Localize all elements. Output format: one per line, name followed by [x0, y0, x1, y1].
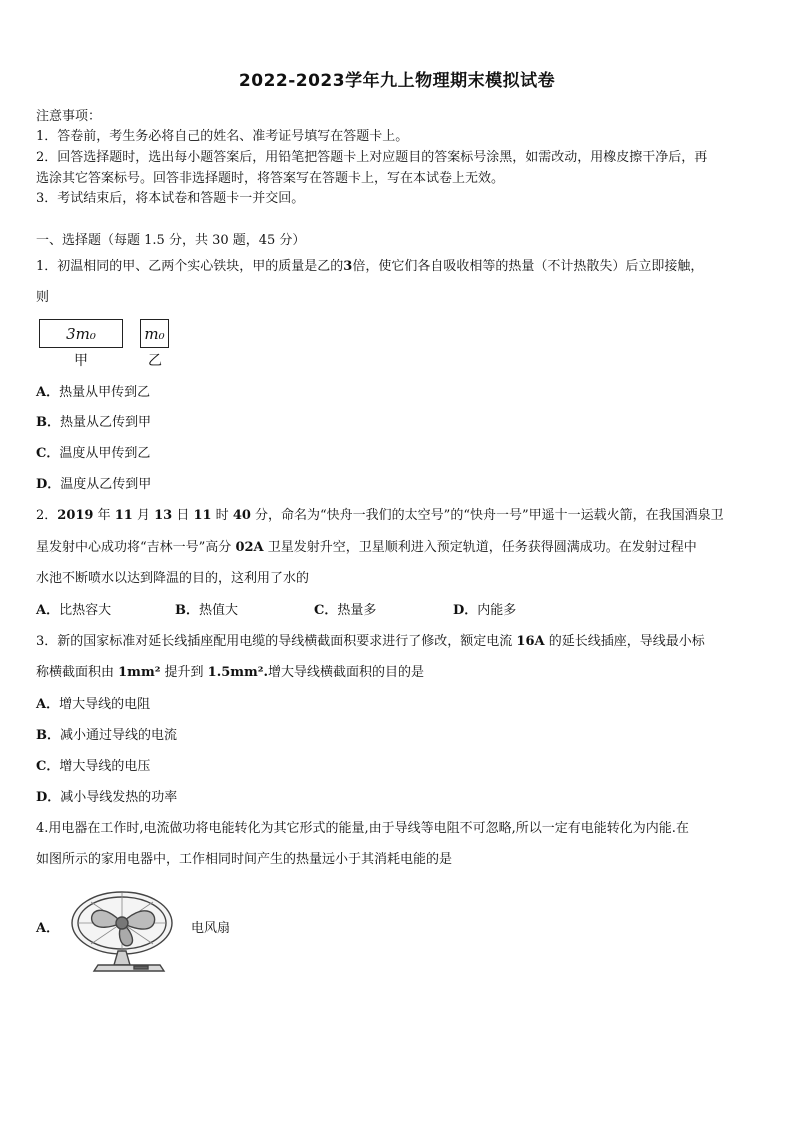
option-text: 增大导线的电阻: [59, 697, 151, 712]
option-label: C．: [36, 759, 60, 774]
q4-option-a-text: 电风扇: [191, 921, 231, 936]
q3-option-c: [36, 757, 766, 777]
q3-text: 称横截面积由: [36, 665, 119, 680]
question-2-line-3: 水池不断喷水以达到降温的目的，这利用了水的: [36, 571, 310, 586]
q1-text-post: 倍，使它们各自吸收相等的热量（不计热散失）后立即接触，: [352, 259, 704, 274]
q3-current: 16A: [516, 634, 545, 649]
option-text: 比热容大: [59, 603, 112, 618]
q2-option-c: [314, 601, 376, 621]
option-label: A．: [36, 697, 60, 712]
q2-text: 年: [93, 508, 115, 523]
q2-month: 11: [114, 508, 133, 523]
electric-fan-icon: [64, 885, 176, 975]
q2-minute: 40: [232, 508, 251, 523]
q3-text: 增大导线横截面积的目的是: [268, 665, 425, 680]
section-heading: 一、选择题（每题 1.5 分，共 30 题，45 分）: [36, 233, 306, 248]
option-text: 内能多: [477, 603, 517, 618]
question-1-line-1: [36, 257, 766, 277]
q2-option-a: [36, 601, 111, 621]
option-label: D．: [453, 603, 478, 618]
q1-multiple: 3: [343, 259, 353, 274]
option-text: 温度从甲传到乙: [59, 446, 151, 461]
option-text: 温度从乙传到甲: [60, 477, 152, 492]
page-title: 2022-2023学年九上物理期末模拟试卷: [238, 71, 556, 91]
q2-text: 日: [172, 508, 194, 523]
q1-option-c: [36, 444, 766, 464]
block-jia: 3m₀: [39, 319, 123, 348]
option-text: 热量多: [337, 603, 377, 618]
question-4-line-2: 如图所示的家用电器中，工作相同时间产生的热量远小于其消耗电能的是: [36, 852, 453, 867]
option-label: A．: [36, 603, 60, 618]
option-label: D．: [36, 477, 61, 492]
q2-satellite-code: 02A: [235, 540, 264, 555]
q3-text: 的延长线插座，导线最小标: [544, 634, 705, 649]
notice-heading: 注意事项：: [36, 109, 102, 124]
q3-option-d: [36, 788, 766, 808]
option-label: D．: [36, 790, 61, 805]
q2-text: 分，命名为“快舟一我们的太空号”的“快舟一号”甲遥十一运载火箭，在我国酒泉卫: [250, 508, 724, 523]
question-2-line-1: [36, 506, 766, 526]
q3-text: 3．新的国家标准对延长线插座配用电缆的导线横截面积要求进行了修改，额定电流: [36, 634, 517, 649]
notice-line-3: 选涂其它答案标号。回答非选择题时，将答案写在答题卡上，写在本试卷上无效。: [36, 171, 505, 186]
option-text: 热值大: [199, 603, 239, 618]
option-label: B．: [175, 603, 199, 618]
q2-text: 月: [132, 508, 155, 523]
caption-yi: 乙: [148, 353, 162, 369]
q1-option-b: [36, 413, 766, 433]
option-label: B．: [36, 728, 60, 743]
q2-year: 2019: [57, 508, 94, 523]
option-label: C．: [36, 446, 60, 461]
notice-line-2: 2．回答选择题时，选出每小题答案后，用铅笔把答题卡上对应题目的答案标号涂黑，如需改动，用橡皮擦干净后，再: [36, 150, 708, 165]
q3-option-a: [36, 695, 766, 715]
q2-day: 13: [154, 508, 173, 523]
question-3-line-1: [36, 632, 766, 652]
option-text: 减小导线发热的功率: [60, 790, 178, 805]
option-text: 增大导线的电压: [59, 759, 151, 774]
caption-jia: 甲: [74, 353, 88, 369]
notice-line-4: 3．考试结束后，将本试卷和答题卡一并交回。: [36, 191, 305, 206]
q3-option-b: [36, 726, 766, 746]
option-text: 减小通过导线的电流: [60, 728, 178, 743]
question-2-line-2: [36, 538, 766, 558]
option-label: C．: [314, 603, 338, 618]
option-label: A．: [36, 921, 60, 936]
q2-hour: 11: [193, 508, 212, 523]
question-1-line-2: 则: [36, 290, 50, 305]
block-yi: m₀: [140, 319, 169, 348]
q2-text: 星发射中心成功将“吉林一号”高分: [36, 540, 236, 555]
q2-number: 2．: [36, 508, 58, 523]
question-4-line-1: 4.用电器在工作时,电流做功将电能转化为其它形式的能量,由于导线等电阻不可忽略,所以一定有电能转化为内能.在: [36, 821, 689, 836]
q1-option-d: [36, 475, 766, 495]
option-label: A．: [36, 385, 60, 400]
q2-text: 卫星发射升空，卫星顺利进入预定轨道，任务获得圆满成功。在发射过程中: [263, 540, 697, 555]
q1-option-a: [36, 383, 766, 403]
option-text: 热量从乙传到甲: [60, 415, 152, 430]
q3-area-old: 1mm²: [118, 665, 161, 680]
q2-option-d: [453, 601, 516, 621]
q3-area-new: 1.5mm².: [207, 665, 269, 680]
notice-line-1: 1．答卷前，考生务必将自己的姓名、准考证号填写在答题卡上。: [36, 129, 409, 144]
q3-text: 提升到: [160, 665, 208, 680]
q2-text: 时: [211, 508, 233, 523]
option-label: B．: [36, 415, 60, 430]
question-3-line-2: [36, 663, 766, 683]
option-text: 热量从甲传到乙: [59, 385, 151, 400]
q2-option-b: [175, 601, 238, 621]
q1-text-pre: 1．初温相同的甲、乙两个实心铁块，甲的质量是乙的: [36, 259, 344, 274]
